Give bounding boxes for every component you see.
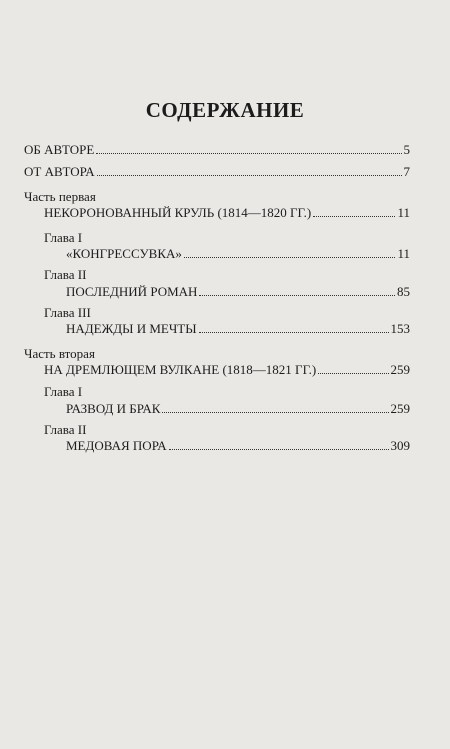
toc-entry-page: 11 [397, 205, 410, 220]
dot-leader [97, 164, 402, 176]
toc-entry-page: 85 [397, 284, 410, 299]
chapter-label: Глава I [44, 384, 83, 399]
dot-leader [162, 401, 388, 413]
toc-entry-title: НАДЕЖДЫ И МЕЧТЫ [66, 321, 197, 336]
toc-entry-chapter[interactable] [66, 321, 410, 337]
toc-entry-title: РАЗВОД И БРАК [66, 401, 161, 416]
toc-entry-chapter[interactable] [66, 284, 410, 300]
dot-leader [313, 205, 395, 217]
chapter-label: Глава III [44, 305, 91, 320]
toc-entry-title: НЕКОРОНОВАННЫЙ КРУЛЬ (1814—1820 ГГ.) [44, 205, 312, 220]
dot-leader [199, 284, 395, 296]
toc-entry-page: 259 [390, 362, 410, 377]
part-label: Часть первая [24, 189, 96, 204]
toc-entry-page: 153 [390, 321, 410, 336]
toc-entry-page: 11 [397, 246, 410, 261]
toc-entry-page: 7 [403, 164, 410, 179]
dot-leader [318, 362, 388, 374]
contents-heading: СОДЕРЖАНИЕ [145, 98, 305, 122]
toc-entry-title: ОБ АВТОРЕ [24, 142, 95, 157]
dot-leader [184, 246, 396, 258]
part-label: Часть вторая [24, 346, 95, 361]
toc-entry-chapter[interactable] [66, 246, 410, 262]
toc-entry-page: 5 [403, 142, 410, 157]
chapter-label: Глава II [44, 267, 87, 282]
toc-entry-part-1[interactable] [44, 205, 410, 221]
toc-entry-part-2[interactable] [44, 362, 410, 378]
toc-entry-page: 309 [390, 438, 410, 453]
toc-entry-title: МЕДОВАЯ ПОРА [66, 438, 167, 453]
toc-entry-chapter[interactable] [66, 401, 410, 417]
toc-entry-title: «КОНГРЕССУВКА» [66, 246, 182, 261]
chapter-label: Глава II [44, 422, 87, 437]
dot-leader [199, 321, 389, 333]
toc-entry-title: НА ДРЕМЛЮЩЕМ ВУЛКАНЕ (1818—1821 ГГ.) [44, 362, 317, 377]
toc-entry-title: ПОСЛЕДНИЙ РОМАН [66, 284, 198, 299]
toc-entry-title: ОТ АВТОРА [24, 164, 95, 179]
dot-leader [169, 438, 389, 450]
toc-entry-from-author[interactable] [24, 164, 410, 180]
toc-entry-page: 259 [390, 401, 410, 416]
chapter-label: Глава I [44, 230, 83, 245]
toc-entry-chapter[interactable] [66, 438, 410, 454]
dot-leader [96, 142, 401, 154]
toc-entry-about-author[interactable] [24, 142, 410, 158]
